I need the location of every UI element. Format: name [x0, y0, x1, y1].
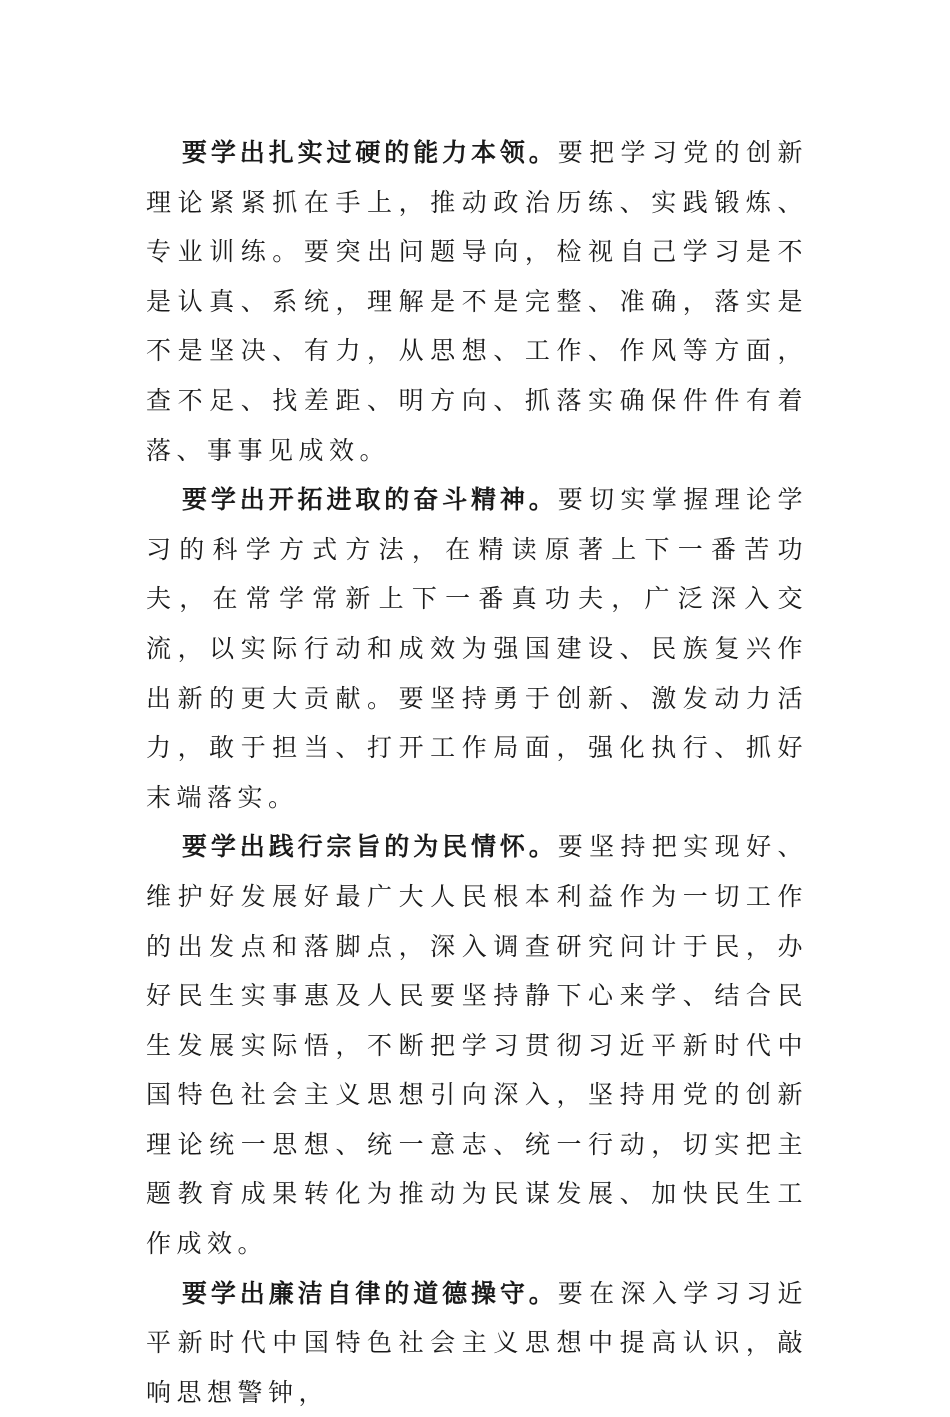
paragraph-spirit: [146, 475, 808, 822]
paragraph-lead: 要学出廉洁自律的道德操守。: [182, 1278, 558, 1308]
paragraph-text: 要在深入学习习近平新时代中国特色社会主义思想中提高认识，敲响思想警钟，: [146, 1278, 808, 1407]
paragraph-text: 要切实掌握理论学习的科学方式方法，在精读原著上下一番苦功夫，在常学常新上下一番真功夫，广泛深入交流，以实际行动和成效为强国建设、民族复兴作出新的更大贡献。要坚持勇于创新、激发动力活力，敢于担当、打开工作局面，强化执行、抓好末端落实。: [146, 485, 808, 812]
paragraph-integrity: [146, 1269, 808, 1417]
paragraph-ability: [146, 128, 808, 475]
paragraph-text: 要坚持把实现好、维护好发展好最广大人民根本利益作为一切工作的出发点和落脚点，深入调查研究问计于民，办好民生实事惠及人民要坚持静下心来学、结合民生发展实际悟，不断把学习贯彻习近平新时代中国特色社会主义思想引向深入，坚持用党的创新理论统一思想、统一意志、统一行动，切实把主题教育成果转化为推动为民谋发展、加快民生工作成效。: [146, 832, 808, 1259]
paragraph-lead: 要学出扎实过硬的能力本领。: [182, 138, 558, 167]
paragraph-text: 要把学习党的创新理论紧紧抓在手上，推动政治历练、实践锻炼、专业训练。要突出问题导向，检视自己学习是不是认真、系统，理解是不是完整、准确，落实是不是坚决、有力，从思想、工作、作风等方面，查不足、找差距、明方向、抓落实确保件件有着落、事事见成效。: [146, 138, 808, 465]
document-body: [146, 128, 808, 1417]
paragraph-people: [146, 822, 808, 1268]
paragraph-lead: 要学出开拓进取的奋斗精神。: [182, 485, 558, 515]
paragraph-lead: 要学出践行宗旨的为民情怀。: [182, 832, 558, 862]
